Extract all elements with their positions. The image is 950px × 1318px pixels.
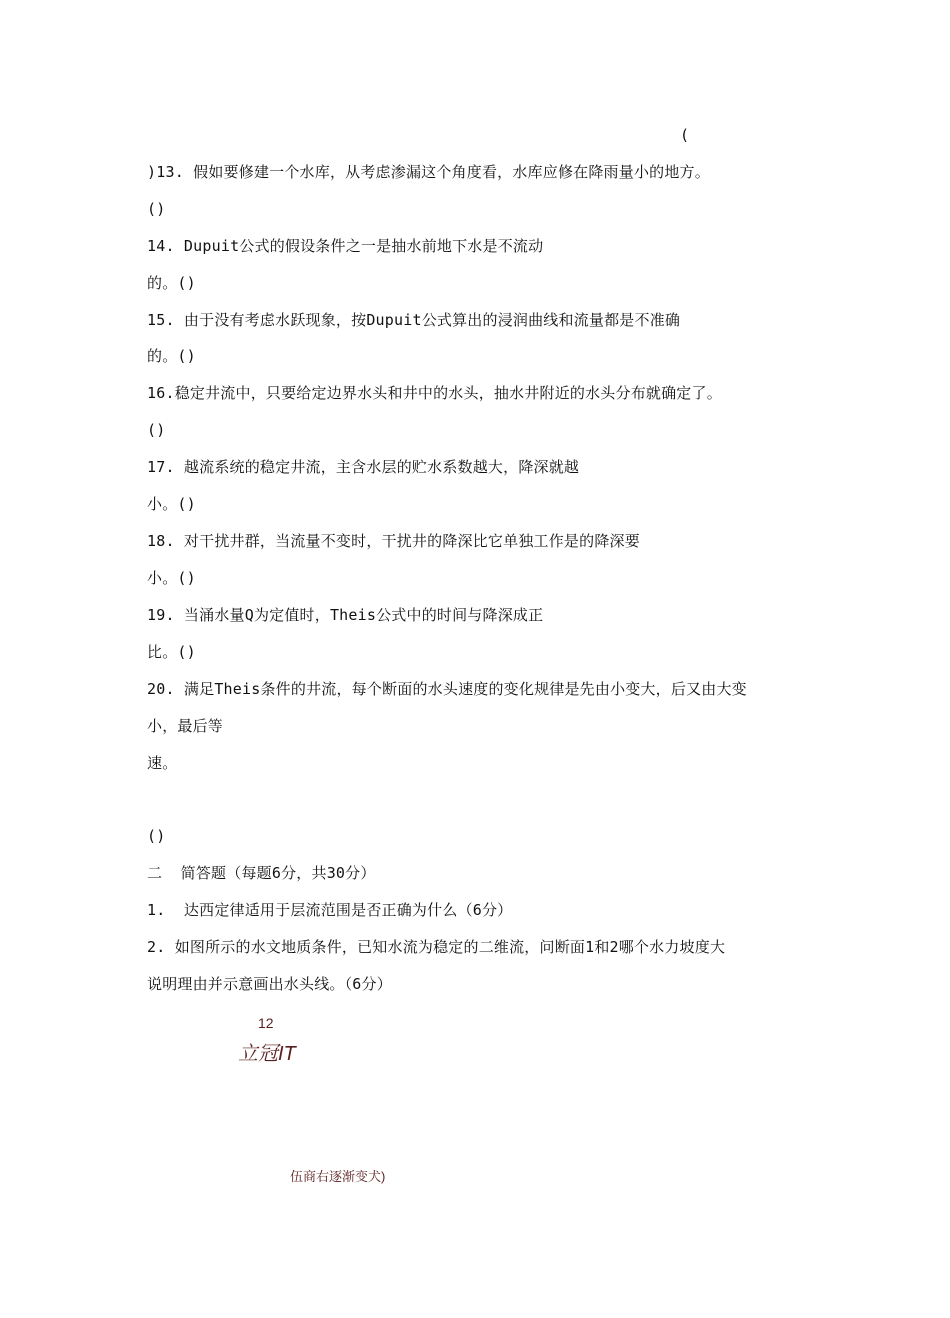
answer-blank-13: () <box>147 200 166 218</box>
figure-logo-text: 立冠IT <box>238 1043 296 1065</box>
figure-label: 12 <box>258 1015 274 1031</box>
question-15-cont: 的。() <box>147 347 196 365</box>
question-19-cont: 比。() <box>147 643 196 661</box>
question-17: 17. 越流系统的稳定井流，主含水层的贮水系数越大，降深就越 <box>147 458 580 476</box>
answer-blank-16: () <box>147 421 166 439</box>
text-line-paren-open: ( <box>680 126 690 144</box>
question-17-cont: 小。() <box>147 495 196 513</box>
question-14: 14. Dupuit公式的假设条件之一是抽水前地下水是不流动 <box>147 237 544 255</box>
answer-blank-20: () <box>147 827 166 845</box>
short-answer-1: 1. 达西定律适用于层流范围是否正确为什么（6分） <box>147 901 513 919</box>
short-answer-2: 2. 如图所示的水文地质条件，已知水流为稳定的二维流，问断面1和2哪个水力坡度大 <box>147 938 726 956</box>
question-19: 19. 当涌水量Q为定值时，Theis公式中的时间与降深成正 <box>147 606 544 624</box>
question-18: 18. 对干扰井群，当流量不变时，干扰井的降深比它单独工作是的降深要 <box>147 532 640 550</box>
question-13: )13. 假如要修建一个水库，从考虑渗漏这个角度看，水库应修在降雨量小的地方。 <box>147 163 710 181</box>
section-heading-short-answer: 二 简答题（每题6分，共30分） <box>147 864 376 882</box>
question-16: 16.稳定井流中，只要给定边界水头和井中的水头，抽水井附近的水头分布就确定了。 <box>147 384 722 402</box>
question-20-end: 速。 <box>147 754 178 772</box>
question-14-cont: 的。() <box>147 274 196 292</box>
short-answer-2-cont: 说明理由并示意画出水头线。（6分） <box>147 975 392 993</box>
question-15: 15. 由于没有考虑水跃现象，按Dupuit公式算出的浸润曲线和流量都是不准确 <box>147 311 681 329</box>
question-18-cont: 小。() <box>147 569 196 587</box>
question-20: 20. 满足Theis条件的井流，每个断面的水头速度的变化规律是先由小变大，后又由大变 <box>147 680 747 698</box>
question-20-cont: 小，最后等 <box>147 717 224 735</box>
figure-caption: 伍商右逐渐变犬) <box>290 1169 386 1184</box>
